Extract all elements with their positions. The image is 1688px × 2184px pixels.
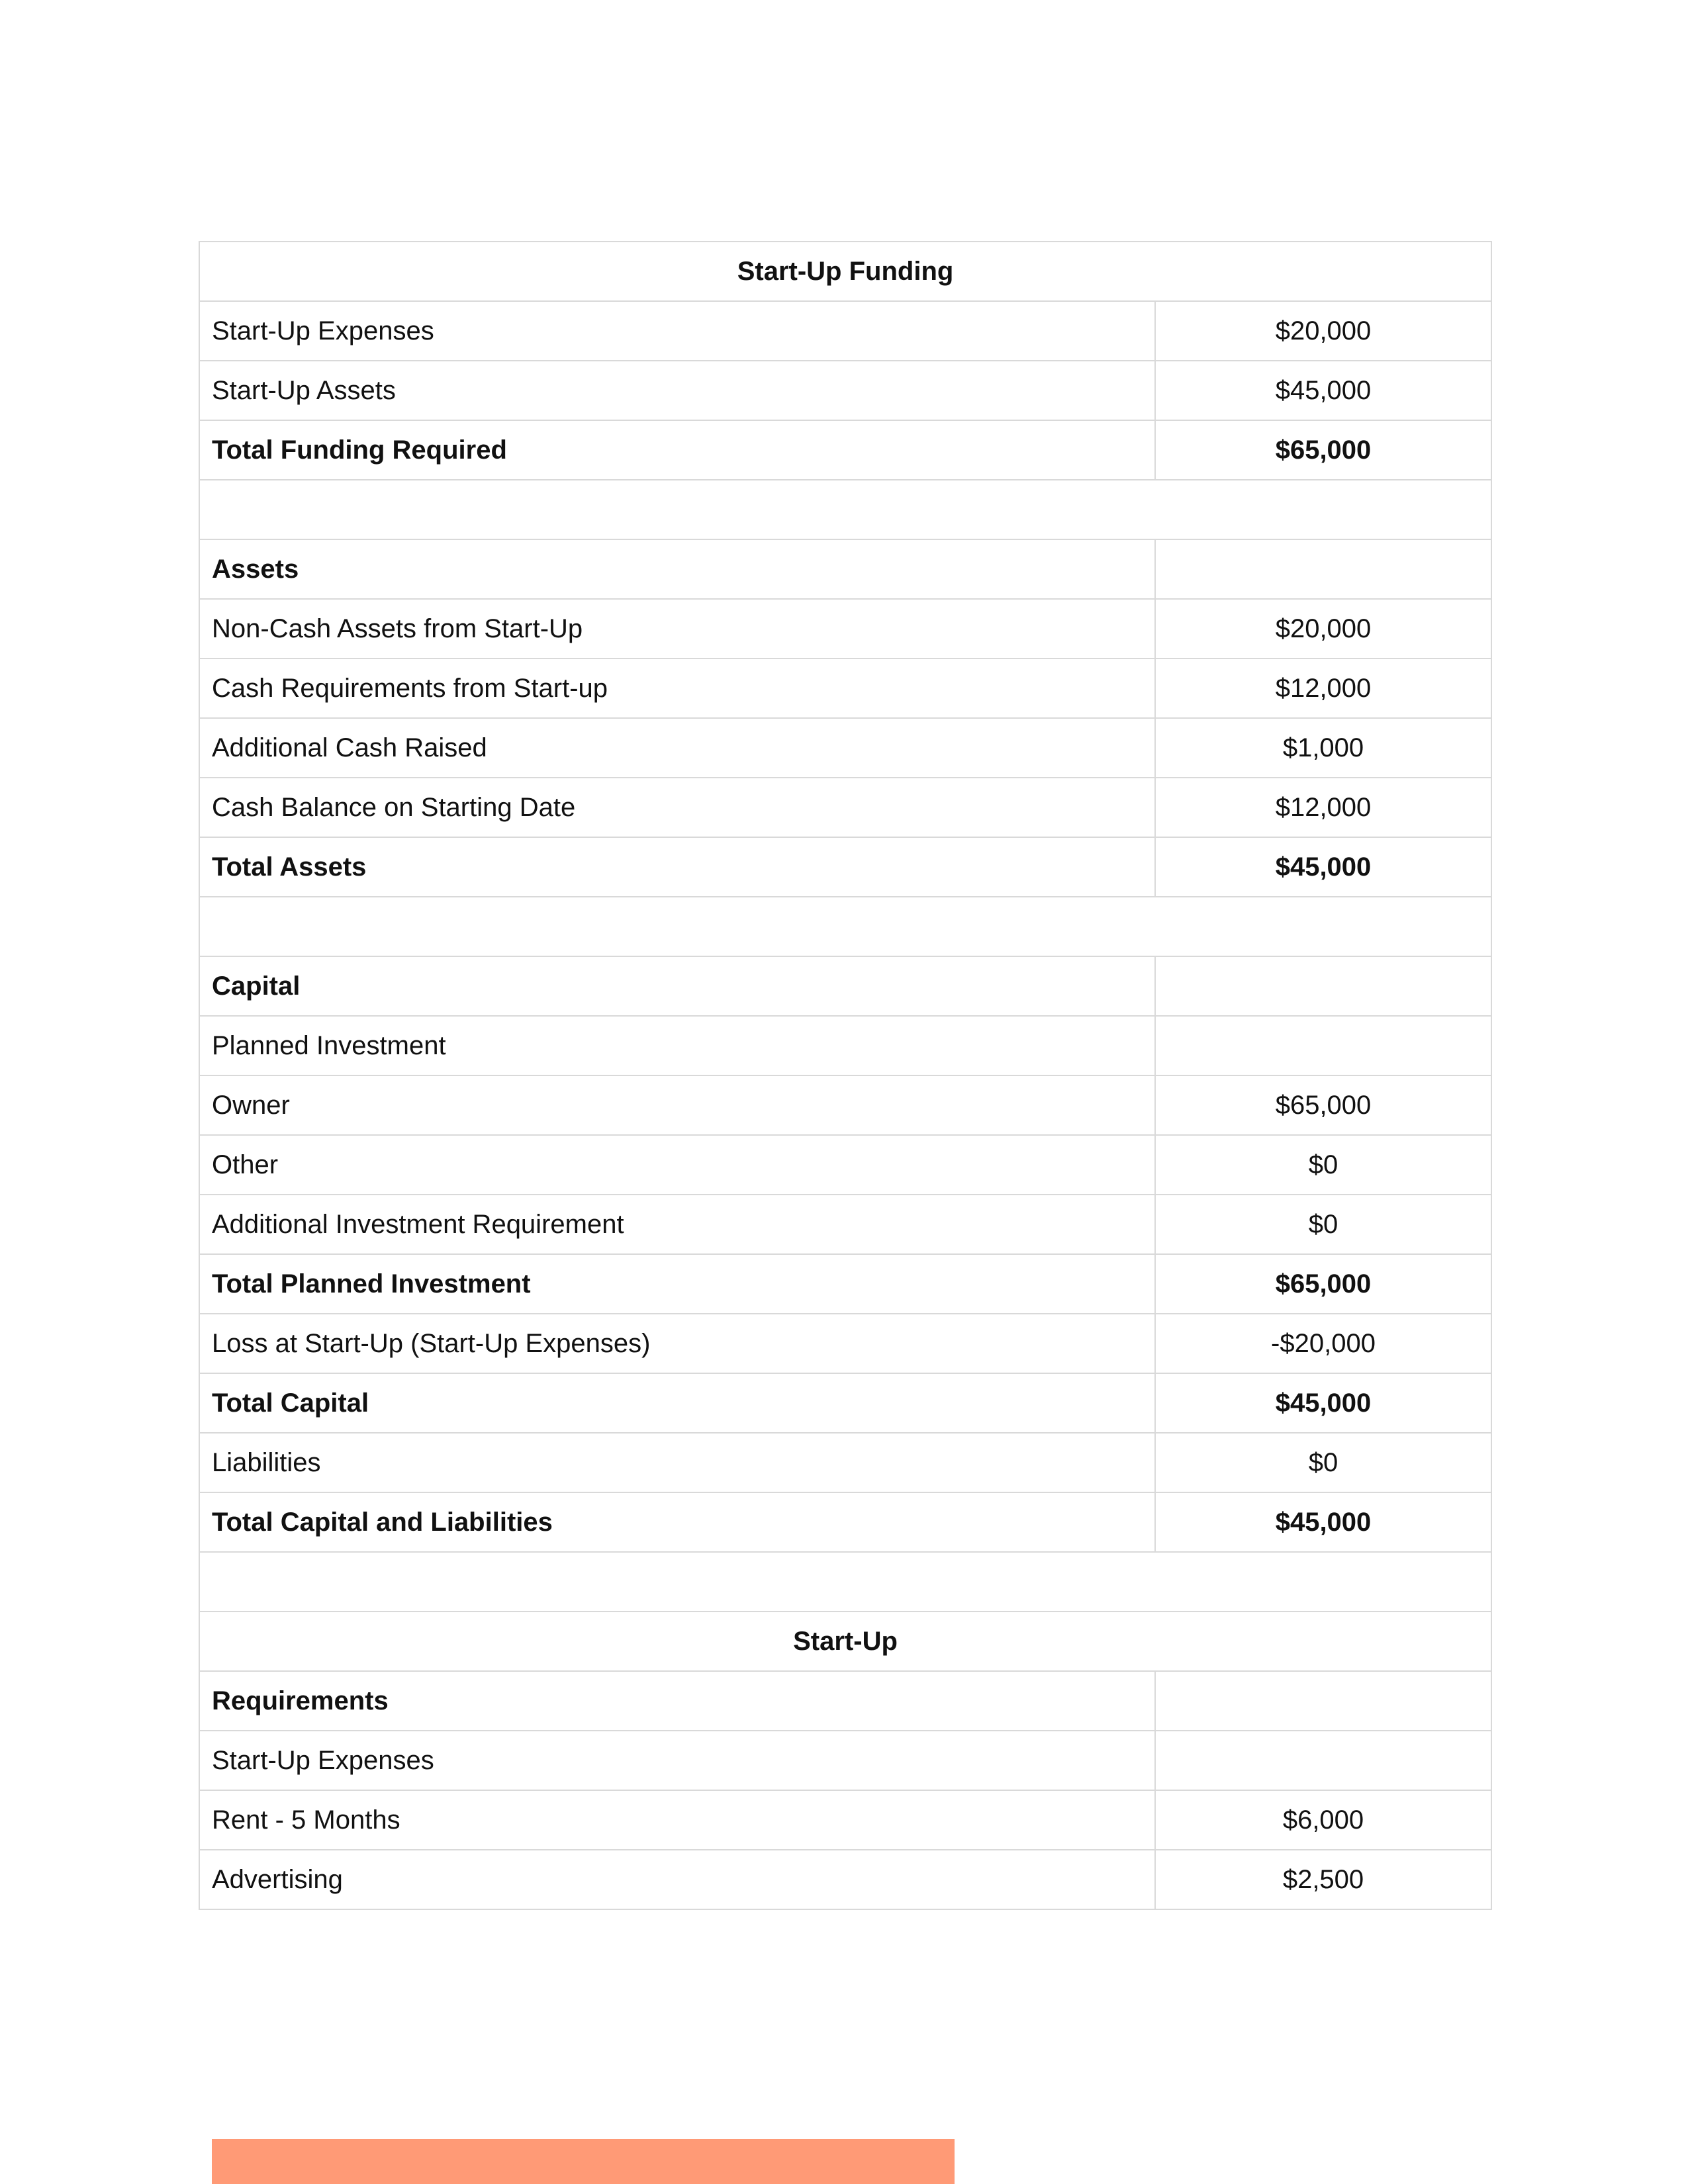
row-label: Additional Investment Requirement — [199, 1195, 1155, 1254]
row-value: $20,000 — [1155, 599, 1491, 659]
total-row — [199, 1492, 1491, 1552]
row-value: $45,000 — [1155, 361, 1491, 420]
table-row — [199, 1314, 1491, 1373]
table-row — [199, 361, 1491, 420]
row-label: Loss at Start-Up (Start-Up Expenses) — [199, 1314, 1155, 1373]
table-row — [199, 1790, 1491, 1850]
empty-value-cell — [1155, 1671, 1491, 1731]
spacer-cell — [199, 897, 1491, 956]
row-label: Start-Up Expenses — [199, 301, 1155, 361]
row-value: $0 — [1155, 1135, 1491, 1195]
table-row — [199, 599, 1491, 659]
startup-title: Start-Up — [199, 1612, 1491, 1671]
table-row — [199, 1135, 1491, 1195]
requirements-heading: Requirements — [199, 1671, 1155, 1731]
row-label: Total Capital and Liabilities — [199, 1492, 1155, 1552]
row-label: Rent - 5 Months — [199, 1790, 1155, 1850]
spacer-cell — [199, 1552, 1491, 1612]
row-label: Additional Cash Raised — [199, 718, 1155, 778]
section-heading-row — [199, 539, 1491, 599]
row-value: $1,000 — [1155, 718, 1491, 778]
table-row — [199, 1850, 1491, 1909]
row-value — [1155, 1731, 1491, 1790]
row-label: Start-Up Assets — [199, 361, 1155, 420]
total-row — [199, 1373, 1491, 1433]
funding-title-row — [199, 242, 1491, 301]
row-value: $45,000 — [1155, 837, 1491, 897]
section-heading-row — [199, 1671, 1491, 1731]
row-value: $0 — [1155, 1433, 1491, 1492]
table-row — [199, 1016, 1491, 1075]
spacer-row — [199, 1552, 1491, 1612]
spacer-row — [199, 480, 1491, 539]
row-label: Cash Requirements from Start-up — [199, 659, 1155, 718]
table-row — [199, 301, 1491, 361]
spacer-row — [199, 897, 1491, 956]
total-row — [199, 837, 1491, 897]
empty-value-cell — [1155, 539, 1491, 599]
row-label: Total Funding Required — [199, 420, 1155, 480]
row-label: Total Assets — [199, 837, 1155, 897]
row-value: $12,000 — [1155, 659, 1491, 718]
row-value: -$20,000 — [1155, 1314, 1491, 1373]
section-heading-row — [199, 956, 1491, 1016]
row-value — [1155, 1016, 1491, 1075]
row-label: Liabilities — [199, 1433, 1155, 1492]
row-label: Total Capital — [199, 1373, 1155, 1433]
footer-accent-bar — [212, 2139, 955, 2184]
total-row — [199, 420, 1491, 480]
row-value: $0 — [1155, 1195, 1491, 1254]
assets-heading: Assets — [199, 539, 1155, 599]
row-value: $45,000 — [1155, 1492, 1491, 1552]
capital-heading: Capital — [199, 956, 1155, 1016]
table-row — [199, 778, 1491, 837]
table-row — [199, 1433, 1491, 1492]
total-row — [199, 1254, 1491, 1314]
row-label: Cash Balance on Starting Date — [199, 778, 1155, 837]
row-label: Planned Investment — [199, 1016, 1155, 1075]
funding-title: Start-Up Funding — [199, 242, 1491, 301]
row-value: $65,000 — [1155, 420, 1491, 480]
table-row — [199, 1731, 1491, 1790]
table-row — [199, 1075, 1491, 1135]
row-value: $45,000 — [1155, 1373, 1491, 1433]
row-label: Advertising — [199, 1850, 1155, 1909]
row-value: $65,000 — [1155, 1254, 1491, 1314]
startup-title-row — [199, 1612, 1491, 1671]
empty-value-cell — [1155, 956, 1491, 1016]
row-value: $2,500 — [1155, 1850, 1491, 1909]
table-row — [199, 1195, 1491, 1254]
row-value: $20,000 — [1155, 301, 1491, 361]
row-value: $65,000 — [1155, 1075, 1491, 1135]
row-value: $12,000 — [1155, 778, 1491, 837]
row-value: $6,000 — [1155, 1790, 1491, 1850]
spacer-cell — [199, 480, 1491, 539]
row-label: Total Planned Investment — [199, 1254, 1155, 1314]
table-row — [199, 718, 1491, 778]
row-label: Other — [199, 1135, 1155, 1195]
table-row — [199, 659, 1491, 718]
startup-funding-table — [199, 241, 1492, 1910]
row-label: Owner — [199, 1075, 1155, 1135]
row-label: Start-Up Expenses — [199, 1731, 1155, 1790]
row-label: Non-Cash Assets from Start-Up — [199, 599, 1155, 659]
